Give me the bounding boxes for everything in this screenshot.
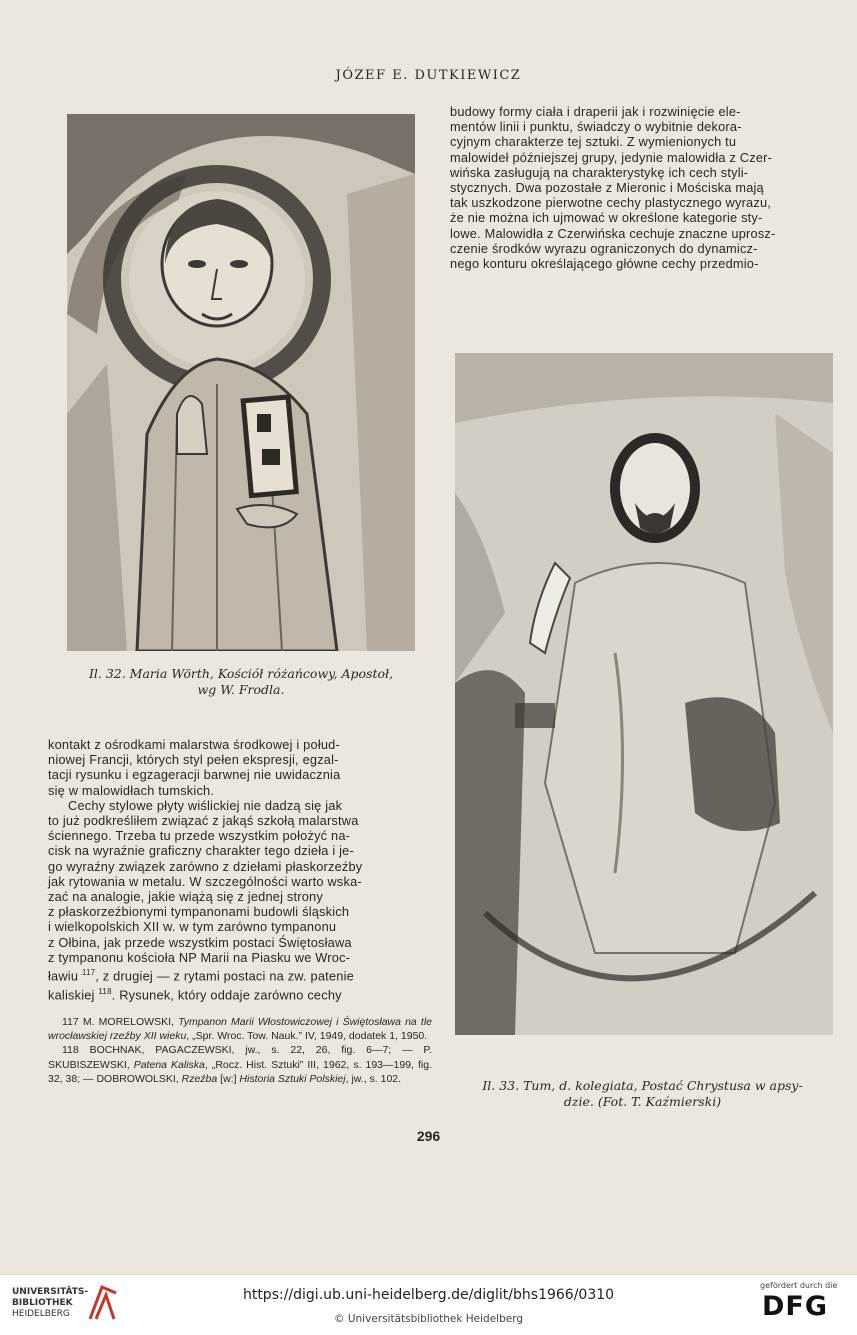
footnote-title: Tympanon Marii Włostowiczowej i Świętosława na tle wrocławskiej rzeźby XII wieku [48, 1016, 432, 1043]
text-line: mentów linii i punktu, świadczy o wybitnie dekora- [450, 119, 742, 135]
text-line: nego konturu określającego główne cechy przedmio- [450, 256, 759, 272]
footnote-ref-118[interactable]: 118 [98, 986, 112, 996]
text-line: go wyraźny związek zarówno z dziełami płaskorzeźby [48, 858, 363, 874]
footnote-text: [w:] [217, 1072, 240, 1085]
footnote-text: 117 M. MORELOWSKI, [62, 1016, 179, 1028]
figure-33-fresco-christ [455, 353, 833, 1035]
fresco-christ-image [455, 353, 833, 1035]
permalink-url[interactable]: https://digi.ub.uni-heidelberg.de/diglit/bhs1966/0310 [242, 1287, 615, 1303]
text-line: tak uszkodzone pierwotne cechy plastycznego wyrazu, [450, 195, 772, 211]
text-line: stycznych. Dwa pozostałe z Mieronic i Mościska mają [450, 180, 764, 196]
text-line: z Ołbina, jak przede wszystkim postaci Świętosława [48, 934, 352, 950]
text-line: wińska zasługują na charakterystykę ich cech styli- [450, 164, 749, 180]
text-line [48, 965, 432, 983]
text-line: lowe. Malowidła z Czerwińska cechuje znaczne uprosz- [450, 225, 776, 241]
caption-line: Il. 32. Maria Wörth, Kościół różańcowy, Apostoł, [88, 666, 394, 681]
viewer-footer [0, 1274, 857, 1335]
text-line: budowy formy ciała i draperii jak i rozwinięcie ele- [450, 104, 741, 119]
text-line: tacji rysunku i egzageracji barwnej nie uwidacznia [48, 767, 341, 783]
footnote-text: , „Rocz. Hist. Sztuki” III, 1962, s. 193—199, fig. 32, 38; — DOBROWOLSKI, [48, 1058, 432, 1085]
text-line: że nie można ich ujmować w określone kategorie sty- [450, 210, 763, 226]
text-fragment: kaliskiej [48, 986, 99, 1002]
text-line: czenie środków wyrazu ograniczonych do dynamicz- [450, 240, 758, 256]
footnote-118 [48, 1043, 432, 1086]
footnotes [48, 1015, 432, 1086]
text-line: malowideł późniejszej grupy, jedynie malowidła z Czer- [450, 149, 773, 165]
text-line: z płaskorzeźbionymi tympanonami budowli śląskich [48, 904, 350, 920]
right-column-text [450, 104, 835, 271]
footnote-title: Historia Sztuki Polskiej [239, 1072, 346, 1085]
running-header: JÓZEF E. DUTKIEWICZ [335, 68, 522, 83]
text-fragment: . Rysunek, który oddaje zarówno cechy [111, 986, 342, 1002]
paragraph [48, 798, 432, 965]
library-line: BIBLIOTHEK [12, 1298, 73, 1308]
text-line: i wielkopolskich XII w. w tym zarówno tympanonu [48, 919, 337, 935]
text-line: zać na analogie, jakie wiążą się z jednej strony [48, 889, 323, 905]
footnote-text: , „Spr. Wroc. Tow. Nauk.” IV, 1949, dodatek 1, 1950. [186, 1030, 428, 1043]
text-line: kontakt z ośrodkami malarstwa środkowej i połud- [48, 737, 340, 752]
text-line: jak rytowania w metalu. W szczególności warto wska- [48, 873, 362, 889]
text-line: niowej Francji, których styl pełen ekspresji, egzal- [48, 752, 339, 768]
library-line: UNIVERSITÄTS- [12, 1287, 89, 1297]
caption-line: Il. 33. Tum, d. kolegiata, Postać Chrystusa w apsy- [482, 1078, 803, 1093]
text-line: Cechy stylowe płyty wiślickiej nie dadzą się jak [68, 797, 343, 813]
figure-32-caption [67, 666, 415, 698]
text-line: to już podkreśliłem związać z jakąś szkołą malarstwa [48, 813, 359, 829]
paragraph [48, 737, 432, 798]
library-line: HEIDELBERG [12, 1309, 70, 1319]
copyright-notice: © Universitätsbibliothek Heidelberg [333, 1313, 523, 1325]
text-line: z tympanonu kościoła NP Marii na Piasku we Wroc- [48, 949, 351, 965]
caption-line: wg W. Frodla. [197, 682, 285, 697]
text-line: cyjnym charakterze tej sztuki. Z wymienionych tu [450, 134, 737, 150]
dfg-logo[interactable]: DFG [762, 1291, 829, 1322]
text-line [48, 984, 432, 1002]
footnote-text: , jw., s. 102. [345, 1072, 402, 1085]
text-line: się w malowidłach tumskich. [48, 782, 215, 798]
fresco-apostle-image [67, 114, 415, 651]
text-line: ściennego. Trzeba tu przede wszystkim położyć na- [48, 828, 351, 844]
left-column-text [48, 737, 432, 1002]
text-line: cisk na wyraźnie graficzny charakter tego dzieła i je- [48, 843, 354, 859]
page-number: 296 [416, 1128, 441, 1144]
footnote-text: 118 BOCHNAK, PAGACZEWSKI, jw., s. 22, 26, fig. 6—7; — P. SKUBISZEWSKI, [48, 1044, 432, 1071]
text-fragment: , z drugiej — z rytami postaci na zw. patenie [95, 968, 354, 984]
footnote-117 [48, 1015, 432, 1043]
footnote-title: Rzeźba [181, 1072, 218, 1085]
figure-33-caption [445, 1078, 840, 1110]
footnote-title: Patena Kaliska [133, 1058, 205, 1071]
footnote-ref-117[interactable]: 117 [81, 968, 96, 978]
funded-by-label: gefördert durch die [760, 1281, 838, 1290]
figure-32-fresco-apostle [67, 114, 415, 651]
text-fragment: ławiu [48, 968, 82, 984]
caption-line: dzie. (Fot. T. Kaźmierski) [563, 1094, 722, 1109]
